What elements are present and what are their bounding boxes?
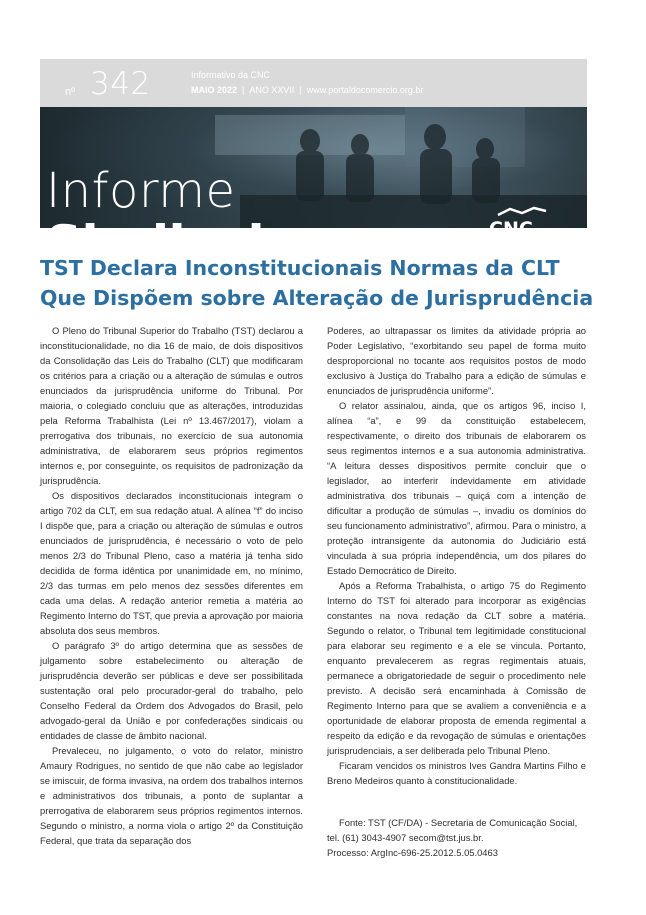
paragraph: O Pleno do Tribunal Superior do Trabalho (TST) declarou a inconstitucionalidade, no dia 16 de maio, de dois dispositivos da Consolidação das Leis do Trabalho (CLT) que modificaram os critérios para a criação ou a alteração de súmulas e outros enunciados da jurisprudência uniforme do Tribunal. Por maioria, o colegiado concluiu que as alterações, introduzidas pela Reforma Trabalhista (Lei nº 13.467/2017), violam a prerrogativa dos tribunais, no exercício de sua autonomia administrativa, de elaborarem seus próprios regimentos internos e, por conseguinte, os requisitos de padronização da jurisprudência.: [40, 325, 303, 486]
cnc-logo: [488, 207, 558, 257]
paragraph: O relator assinalou, ainda, que os artigos 96, inciso I, alínea “a”, e 99 da constituição estabelecem, respectivamente, o direito dos tribunais de elaborarem os seus regimentos internos e a sua autonomia administrativa. “A leitura desses dispositivos permite concluir que o legislador, ao interferir indevidamente em atividade administrativa dos tribunais – quiçá com a intenção de dificultar a produção de súmulas –, invadiu os domínios do seu funcionamento administrativo”, afirmou. Para o ministro, a proteção intransigente da autonomia do Judiciário está vinculada à sua própria independência, um dos pilares do Estado Democrático de Direito.: [327, 400, 586, 576]
website-link[interactable]: www.portaldocomercio.org.br: [306, 85, 424, 95]
article-column-right: [327, 323, 586, 788]
source-contact: tel. (61) 3043-4907 secom@tst.jus.br.: [327, 832, 484, 843]
publication-meta: [191, 85, 423, 95]
paragraph: Prevaleceu, no julgamento, o voto do relator, ministro Amaury Rodrigues, no sentido de que não cabe ao legislador se imiscuir, de forma invasiva, na ordem dos trabalhos internos e administrativos dos tribunais, a ponto de suplantar a prerrogativa de elaborarem seus próprios regimentos internos. Segundo o ministro, a norma viola o artigo 2º da Constituição Federal, que trata da separação dos: [40, 745, 303, 846]
article-headline: [40, 253, 610, 313]
meta-separator: |: [242, 85, 245, 95]
paragraph: Poderes, ao ultrapassar os limites da atividade própria ao Poder Legislativo, “exorbitando seu papel de forma muito desproporcional no tocante aos requisitos postos de modo exclusivo à Justiça do Trabalho para a edição de súmulas e enunciados de jurisprudência uniforme”.: [327, 325, 586, 396]
headline-line-1: TST Declara Inconstitucionais Normas da CLT: [40, 256, 560, 280]
source-credits: [327, 815, 607, 860]
logo-sesc: Sesc: [493, 241, 515, 251]
paragraph: Após a Reforma Trabalhista, o artigo 75 do Regimento Interno do TST foi alterado para incorporar as exigências constantes na nova redação da CLT sobre a matéria. Segundo o relator, o Tribunal tem legitimidade constitucional para elaborar seu regimento e a ele se vincula. Portanto, enquanto prevalecerem as regras regimentais atuais, permanece a obrigatoriedade de seguir o procedimento nele previsto. A decisão será encaminhada à Comissão de Regimento Interno para que se avaliem a conveniência e a oportunidade de elaborar proposta de emenda regimental a respeito da edição e da revogação de súmulas e orientações jurisprudenciais, a ser deliberada pelo Tribunal Pleno.: [327, 580, 586, 756]
article-column-left: [40, 323, 303, 848]
source-process: Processo: ArgInc-696-25.2012.5.05.0463: [327, 847, 498, 858]
cnc-logo-icon: [488, 207, 552, 239]
paragraph: Os dispositivos declarados inconstitucionais integram o artigo 702 da CLT, em sua redação atual. A alínea “f” do inciso I dispõe que, para a criação ou alteração de súmulas e outros enunciados de jurisprudência, é necessário o voto de pelo menos 2/3 do Tribunal Pleno, caso a matéria já tenha sido decidida de forma idêntica por unanimidade em, no mínimo, 2/3 das turmas em pelo menos dez sessões diferentes em cada uma delas. A redação anterior remetia a matéria ao Regimento Interno do TST, que previa a aprovação por maioria absoluta dos seus membros.: [40, 490, 303, 636]
logo-senac: Senac: [516, 241, 544, 251]
headline-line-2: Que Dispõem sobre Alteração de Jurisprudência: [40, 286, 594, 310]
issue-year: ANO XXVII: [249, 85, 295, 95]
masthead-strip: [40, 59, 587, 107]
issue-prefix: nº: [65, 86, 76, 98]
logo-subtitle: [493, 241, 543, 251]
logo-text: CNC: [489, 218, 533, 240]
meta-separator: |: [299, 85, 302, 95]
title-informe: Informe: [46, 163, 236, 219]
issue-number: 342: [90, 66, 151, 102]
paragraph: O parágrafo 3º do artigo determina que as sessões de julgamento sobre estabelecimento ou alteração de jurisprudência deverão ser públicas e deve ser possibilitada sustentação oral pelo procurador-geral do trabalho, pelo Conselho Federal da Ordem dos Advogados do Brasil, pelo advogado-geral da União e por confederações sindicais ou entidades de classe de âmbito nacional.: [40, 640, 303, 741]
source-line: Fonte: TST (CF/DA) - Secretaria de Comunicação Social,: [339, 817, 578, 828]
issue-date: MAIO 2022: [191, 85, 238, 95]
paragraph: Ficaram vencidos os ministros Ives Gandra Martins Filho e Breno Medeiros quanto à constitucionalidade.: [327, 760, 586, 786]
title-sindical: Sindical: [46, 215, 265, 273]
publication-name: Informativo da CNC: [191, 70, 271, 80]
